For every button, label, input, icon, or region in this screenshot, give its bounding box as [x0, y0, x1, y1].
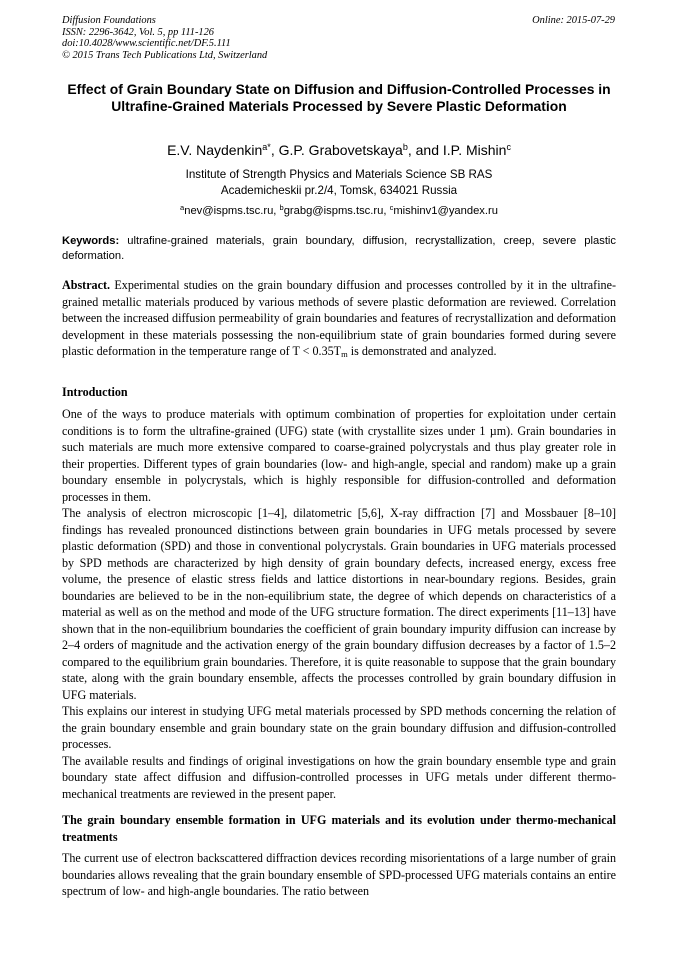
institute-address: Academicheskii pr.2/4, Tomsk, 634021 Russia — [220, 183, 458, 197]
abstract-text: Experimental studies on the grain boundary diffusion and processes controlled by it in the ultrafine-grained metallic materials produced by various methods of severe plastic deformation are reviewed. Correlation between the increased diffusion permeability of grain boundaries and features of recrystallization and deformation development in these materials possessing the non-equilibrium state of grain boundaries formed during severe plastic deformation in the temperature range of T < 0.35T — [62, 278, 616, 358]
author-name: I.P. Mishin — [442, 142, 507, 158]
paragraph: The available results and findings of original investigations on how the grain boundary ensemble type and grain boundary state affect diffusion and diffusion-controlled processes in UFG metals under different thermo-mechanical treatments are reviewed in the present paper. — [62, 753, 616, 801]
keywords-text: ultrafine-grained materials, grain boundary, diffusion, recrystallization, creep, severe plastic deformation. — [62, 235, 617, 262]
issn-line: ISSN: 2296-3642, Vol. 5, pp 111-126 — [62, 26, 214, 38]
section-heading: The grain boundary ensemble formation in UFG materials and its evolution under thermo-mechanical treatments — [62, 813, 616, 844]
keywords-label: Keywords: — [62, 235, 120, 247]
author-name: E.V. Naydenkin — [167, 142, 263, 158]
journal-name: Diffusion Foundations — [62, 15, 156, 26]
paragraph: One of the ways to produce materials with optimum combination of properties for exploitation under certain conditions is to form the ultrafine-grained (UFG) state (with crystallite sizes under 1 µm). Grain boundaries in such materials are much more extensive compared to coarse-grained polycrystals and thus play greater role in their properties. Different types of grain boundaries (low- and high-angle, special and random) make up a grain boundary ensemble in polycrystals, which is highly responsible for diffusion-controlled and deformation processes in them. — [62, 407, 616, 504]
author-list: E.V. Naydenkin$^{a*}$, G.P. Grabovetskaya$^b$, and I.P. Mishin$^c$ — [167, 142, 511, 158]
email-list: $^a$nev@ispms.tsc.ru, $^b$grabg@ispms.tsc.ru, $^c$mishinv1@yandex.ru — [180, 203, 498, 217]
section-body — [62, 850, 616, 900]
email-link[interactable]: grabg@ispms.tsc.ru — [283, 205, 384, 217]
paragraph: The analysis of electron microscopic [1–4], dilatometric [5,6], X-ray diffraction [7] and Mossbauer [8–10] findings has revealed pronounced distinctions between grain boundaries in UFG metals processed by severe plastic deformation (SPD) and those in conventional polycrystals. Grain boundaries in UFG materials processed by SPD methods are characterized by high density of grain boundary defects, increased energy, excess free volume, the presence of elastic stress fields and lattice distortions in near-boundary regions. Besides, grain boundaries are believed to be in the non-equilibrium state, the degree of which depends on characteristics of a material as well as on the method and mode of the UFG structure formation. The direct experiments [11–13] have shown that in the non-equilibrium boundaries the coefficient of grain boundary impurity diffusion can increase by 2–4 orders of magnitude and the activation energy of the grain boundary diffusion decreases by a factor of 1.5–2 compared to the equilibrium grain boundaries. Therefore, it is quite reasonable to suppose that the grain boundary state, along with the grain boundary ensemble, affects the processes controlled by grain boundary diffusion in UFG materials. — [62, 506, 616, 702]
affiliation-mark: a* — [262, 142, 271, 152]
author-name: G.P. Grabovetskaya — [278, 142, 403, 158]
paragraph: The current use of electron backscattered diffraction devices recording misorientations of a large number of grain boundaries allows revealing that the grain boundary ensemble of SPD-processed UFG materials contains an entire spectrum of low- and high-angle boundaries. The ratio between — [62, 851, 616, 898]
doi-line: doi:10.4028/www.scientific.net/DF.5.111 — [62, 38, 231, 50]
abstract-label: Abstract. — [62, 278, 111, 292]
institute-name: Institute of Strength Physics and Materials Science SB RAS — [185, 168, 493, 181]
abstract: Abstract. Experimental studies on the grain boundary diffusion and processes controlled by it in the ultrafine-grained metallic materials produced by various methods of severe plastic deformation are reviewed. Correlation between the increased diffusion permeability of grain boundaries and features of recrystallization and deformation development in these materials possessing the non-equilibrium state of grain boundaries formed during severe plastic deformation in the temperature range of $T < 0.35T_m$ is demonstrated and analyzed. — [62, 278, 616, 359]
email-link[interactable]: mishinv1@yandex.ru — [393, 205, 498, 217]
introduction-body — [62, 406, 616, 802]
email-link[interactable]: nev@ispms.tsc.ru — [184, 205, 274, 217]
affiliation-mark: b — [402, 142, 408, 152]
affiliation-mark: c — [506, 142, 511, 152]
affiliation — [62, 167, 616, 198]
keywords — [62, 234, 616, 263]
journal-header — [62, 15, 267, 61]
online-date: Online: 2015-07-29 — [532, 15, 615, 26]
copyright-line: © 2015 Trans Tech Publications Ltd, Switzerland — [62, 49, 268, 61]
introduction-heading: Introduction — [62, 385, 128, 399]
paragraph: This explains our interest in studying UFG metal materials processed by SPD methods concerning the relation of the grain boundary ensemble and grain boundary state on the grain boundary diffusion and diffusion-controlled processes. — [62, 704, 616, 751]
paper-title: Effect of Grain Boundary State on Diffusion and Diffusion-Controlled Processes in Ultrafine-Grained Materials Processed by Severe Plastic Deformation — [67, 81, 611, 114]
